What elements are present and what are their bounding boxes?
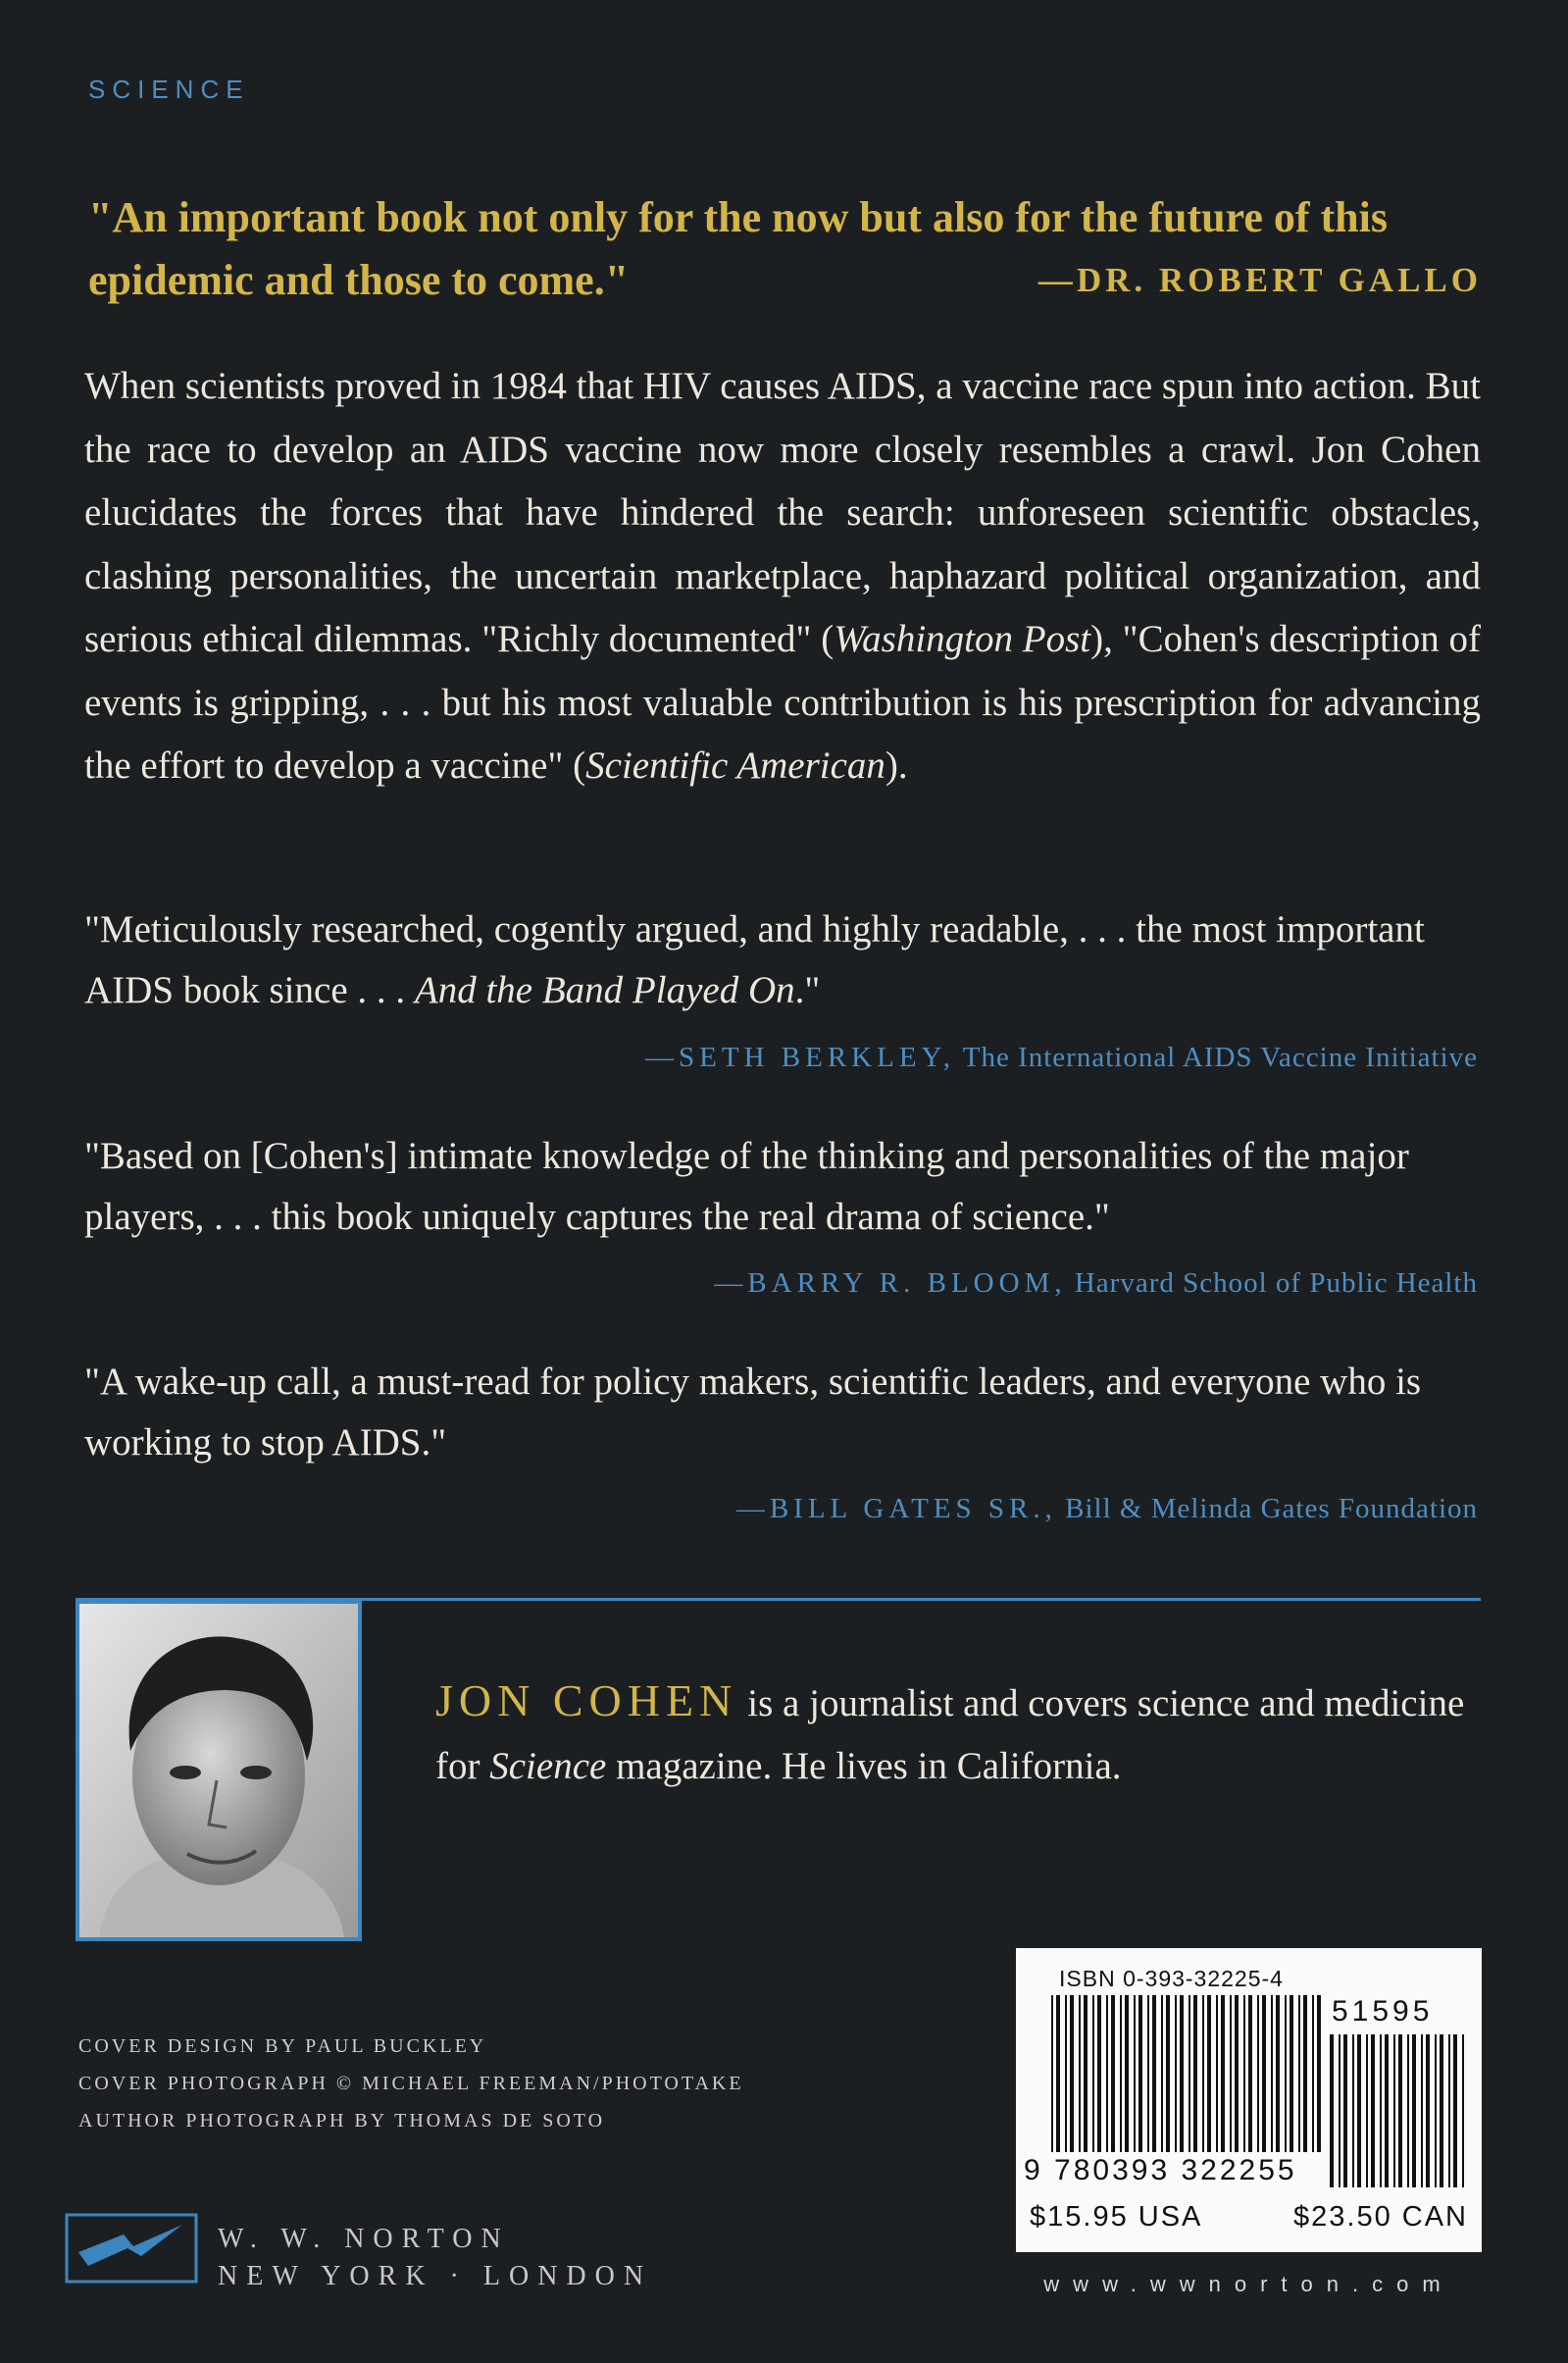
blurb-quote: .": [794, 969, 821, 1011]
barcode-bar: [1262, 1995, 1266, 2152]
barcode-bar: [1106, 1995, 1108, 2152]
barcode-bar: [1207, 1995, 1211, 2152]
barcode-bar: [1462, 2034, 1464, 2187]
credit-cover-design: COVER DESIGN BY PAUL BUCKLEY: [78, 2035, 487, 2057]
barcode-bar: [1189, 1995, 1190, 2152]
barcode-bar: [1051, 1995, 1053, 2152]
barcode-bar: [1070, 1995, 1074, 2152]
barcode-bar: [1138, 1995, 1142, 2152]
author-bio: [435, 1670, 1481, 1798]
author-bio-magazine: Science: [489, 1745, 607, 1787]
barcode-bar: [1435, 2034, 1437, 2187]
author-name: JON COHEN: [435, 1675, 738, 1725]
lead-quote: "An important book not only for the now but also for the future of this epidemic and those to come.": [88, 193, 1388, 304]
credit-cover-photograph: COVER PHOTOGRAPH © MICHAEL FREEMAN/PHOTOTAKE: [78, 2073, 744, 2094]
barcode-number: 9 780393 322255: [1024, 2154, 1297, 2186]
blurb-gates: [84, 1352, 1481, 1473]
barcode-bar: [1357, 2034, 1361, 2187]
blurb-quote: "A wake-up call, a must-read for policy makers, scientific leaders, and everyone who is working to stop AIDS.": [84, 1361, 1422, 1464]
barcode-bar: [1448, 2034, 1450, 2187]
price-addon-barcode: [1328, 2034, 1471, 2187]
barcode-bar: [1084, 1995, 1087, 2152]
barcode-bar: [1276, 1995, 1280, 2152]
blurb-bloom: [84, 1126, 1481, 1248]
price-code: 51595: [1332, 1995, 1434, 2028]
price-canada: $23.50 CAN: [1293, 2201, 1468, 2233]
barcode-bar: [1134, 1995, 1136, 2152]
barcode-bar: [1366, 2034, 1368, 2187]
barcode-label: [1016, 1948, 1482, 2252]
barcode-bar: [1180, 1995, 1184, 2152]
barcode-bar: [1120, 1995, 1122, 2152]
barcode-bar: [1079, 1995, 1081, 2152]
barcode-bar: [1453, 2034, 1457, 2187]
blurb-berkley: [84, 899, 1481, 1021]
blurb-quote: "Meticulously researched, cogently argued, and highly readable, . . . the most important AIDS book since . . .: [84, 908, 1425, 1011]
source-scientific-american: Scientific American: [585, 745, 885, 787]
credit-author-photograph: AUTHOR PHOTOGRAPH BY THOMAS DE SOTO: [78, 2110, 606, 2132]
description-text: ), "Cohen's description of events is gripping, . . . but his most valuable contribution is his prescription for advancing the effort to develop a vaccine" (: [84, 618, 1481, 787]
attribution-affiliation: The International AIDS Vaccine Initiative: [962, 1042, 1478, 1073]
lead-quote-attribution: —DR. ROBERT GALLO: [1037, 261, 1482, 299]
barcode-bar: [1398, 2034, 1402, 2187]
barcode-bar: [1235, 1995, 1239, 2152]
barcode-bar: [1290, 1995, 1293, 2152]
barcode-bar: [1393, 2034, 1395, 2187]
blurb-quote-title: And the Band Played On: [414, 969, 795, 1011]
barcode-bar: [1380, 2034, 1382, 2187]
author-bio-text: is a journalist and covers science and medicine for: [435, 1682, 1465, 1787]
barcode-bar: [1421, 2034, 1423, 2187]
publisher-cities: NEW YORK · LONDON: [218, 2261, 653, 2291]
barcode-bar: [1412, 2034, 1416, 2187]
barcode-bar: [1152, 1995, 1156, 2152]
barcode-bar: [1298, 1995, 1300, 2152]
barcode-bar: [1440, 2034, 1443, 2187]
barcode-bar: [1065, 1995, 1067, 2152]
barcode-bar: [1175, 1995, 1177, 2152]
publisher: [218, 2221, 652, 2295]
barcode-bar: [1285, 1995, 1287, 2152]
barcode-bar: [1097, 1995, 1101, 2152]
blurb-bloom-attribution: [714, 1267, 1478, 1300]
barcode-bar: [1312, 1995, 1314, 2152]
price-usa: $15.95 USA: [1030, 2201, 1203, 2233]
attribution-affiliation: Bill & Melinda Gates Foundation: [1065, 1493, 1478, 1524]
attribution-name: —SETH BERKLEY,: [645, 1042, 956, 1073]
barcode-bar: [1343, 2034, 1347, 2187]
publisher-website: www.wwnorton.com: [1043, 2272, 1454, 2296]
barcode-bar: [1339, 2034, 1340, 2187]
blurb-berkley-attribution: [645, 1042, 1478, 1074]
barcode-bar: [1385, 2034, 1389, 2187]
barcode-bar: [1166, 1995, 1170, 2152]
barcode-bar: [1230, 1995, 1232, 2152]
publisher-name: W. W. NORTON: [218, 2224, 510, 2254]
cover-credits: [78, 2028, 744, 2139]
attribution-name: —BILL GATES SR.,: [735, 1493, 1057, 1524]
barcode-bar: [1092, 1995, 1094, 2152]
barcode-bar: [1125, 1995, 1129, 2152]
barcode-bar: [1248, 1995, 1252, 2152]
category-label: SCIENCE: [88, 75, 250, 104]
barcode-bar: [1056, 1995, 1060, 2152]
isbn-text: ISBN 0-393-32225-4: [1059, 1966, 1284, 1991]
barcode-bar: [1257, 1995, 1259, 2152]
barcode-bar: [1221, 1995, 1225, 2152]
barcode-bar: [1317, 1995, 1321, 2152]
barcode-bar: [1352, 2034, 1354, 2187]
attribution-affiliation: Harvard School of Public Health: [1074, 1267, 1478, 1299]
barcode-bar: [1243, 1995, 1245, 2152]
attribution-name: —BARRY R. BLOOM,: [714, 1267, 1067, 1299]
barcode-bar: [1161, 1995, 1163, 2152]
barcode-bar: [1111, 1995, 1115, 2152]
barcode-bar: [1426, 2034, 1430, 2187]
source-washington-post: Washington Post: [834, 618, 1091, 660]
blurb-quote: "Based on [Cohen's] intimate knowledge of the thinking and personalities of the major players, . . . this book uniquely captures the real drama of science.": [84, 1135, 1409, 1238]
description-text: ).: [885, 745, 908, 787]
barcode-bar: [1216, 1995, 1218, 2152]
barcode-bar: [1330, 2034, 1334, 2187]
blurb-gates-attribution: [736, 1493, 1478, 1525]
barcode-bar: [1193, 1995, 1197, 2152]
book-description: [84, 355, 1481, 798]
barcode-bar: [1407, 2034, 1409, 2187]
barcode-bar: [1303, 1995, 1307, 2152]
barcode-bar: [1202, 1995, 1204, 2152]
barcode-bar: [1147, 1995, 1149, 2152]
barcode-bar: [1371, 2034, 1375, 2187]
norton-seagull-logo-icon: [65, 2213, 198, 2284]
description-text: When scientists proved in 1984 that HIV causes AIDS, a vaccine race spun into action. But the race to develop an AIDS vaccine now more closely resembles a crawl. Jon Cohen elucidates the forces that have hindered the search: unforeseen scientific obstacles, clashing personalities, the uncertain marketplace, haphazard political organization, and serious ethical dilemmas. "Richly documented" (: [84, 365, 1481, 660]
author-bio-text: magazine. He lives in California.: [606, 1745, 1122, 1787]
author-photo: [76, 1600, 362, 1941]
barcode-bar: [1271, 1995, 1273, 2152]
author-portrait-image: [79, 1604, 358, 1937]
